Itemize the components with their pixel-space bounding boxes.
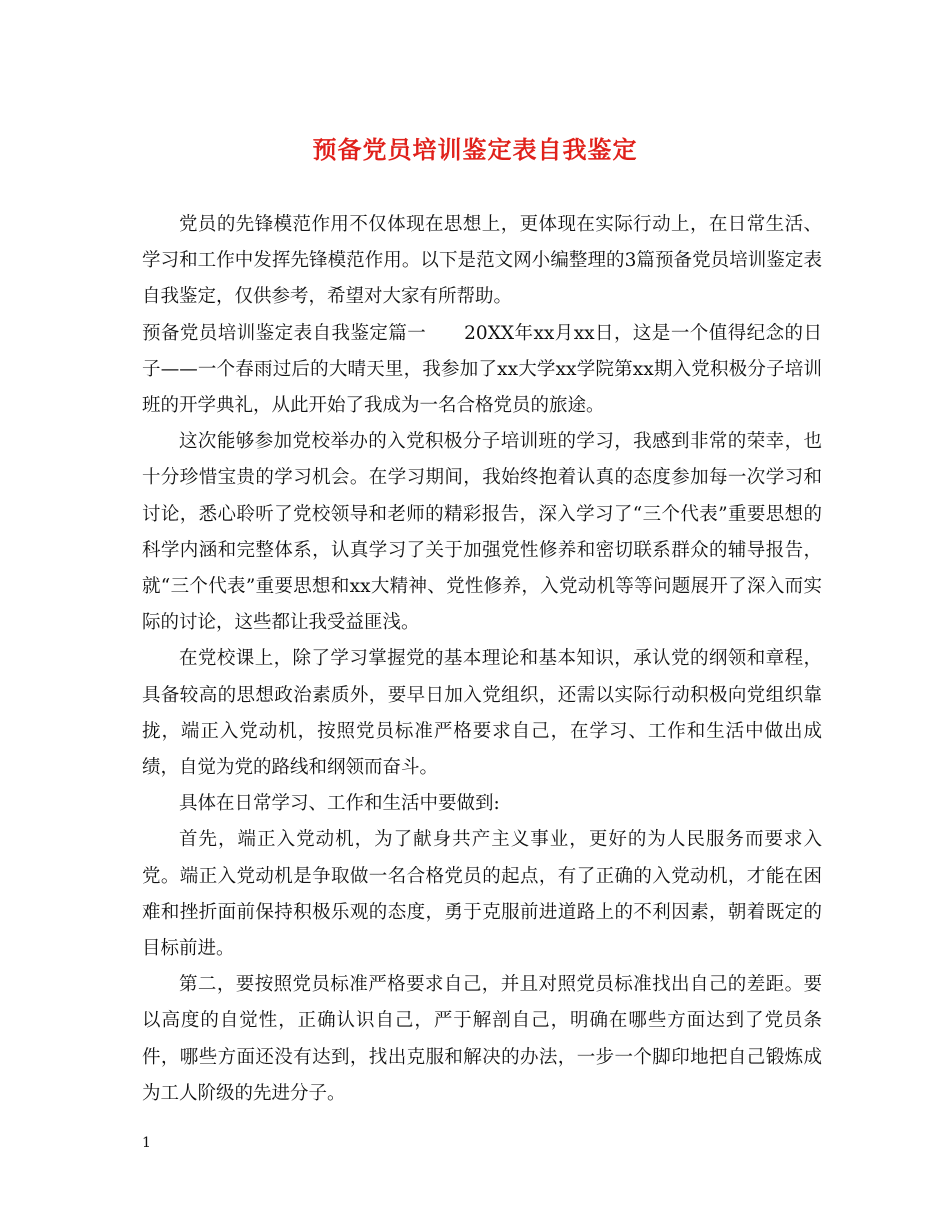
paragraph-study: 这次能够参加党校举办的入党积极分子培训班的学习，我感到非常的荣幸，也十分珍惜宝贵的学习机会。在学习期间，我始终抱着认真的态度参加每一次学习和讨论，悉心聆听了党校领导和老师的精彩报告，深入学习了“三个代表”重要思想的科学内涵和完整体系，认真学习了关于加强党性修养和密切联系群众的辅导报告，就“三个代表”重要思想和xx大精神、党性修养，入党动机等等问题展开了深入而实际的讨论，这些都让我受益匪浅。 — [142, 431, 822, 634]
paragraph-specifics: 具体在日常学习、工作和生活中要做到: — [179, 793, 500, 815]
paragraph-intro: 党员的先锋模范作用不仅体现在思想上，更体现在实际行动上，在日常生活、学习和工作中发挥先锋模范作用。以下是范文网小编整理的3篇预备党员培训鉴定表自我鉴定，仅供参考，希望对大家有所帮助。 — [142, 214, 822, 308]
paragraph-party-school: 在党校课上，除了学习掌握党的基本理论和基本知识，承认党的纲领和章程，具备较高的思想政治素质外，要早日加入党组织，还需以实际行动积极向党组织靠拢，端正入党动机，按照党员标准严格要求自己，在学习、工作和生活中做出成绩，自觉为党的路线和纲领而奋斗。 — [142, 648, 822, 779]
paragraph-part-one: 预备党员培训鉴定表自我鉴定篇一 20XX年xx月xx日，这是一个值得纪念的日子——一个春雨过后的大晴天里，我参加了xx大学xx学院第xx期入党积极分子培训班的开学典礼，从此开始了我成为一名合格党员的旅途。 — [142, 322, 822, 417]
page-number: 1 — [142, 1135, 151, 1151]
paragraph-first: 首先，端正入党动机，为了献身共产主义事业，更好的为人民服务而要求入党。端正入党动机是争取做一名合格党员的起点，有了正确的入党动机，才能在困难和挫折面前保持积极乐观的态度，勇于克服前进道路上的不利因素，朝着既定的目标前进。 — [142, 829, 822, 960]
paragraph-second: 第二，要按照党员标准严格要求自己，并且对照党员标准找出自己的差距。要以高度的自觉性，正确认识自己，严于解剖自己，明确在哪些方面达到了党员条件，哪些方面还没有达到，找出克服和解决的办法，一步一个脚印地把自己锻炼成为工人阶级的先进分子。 — [142, 974, 822, 1104]
document-body — [142, 207, 822, 1112]
document-title: 预备党员培训鉴定表自我鉴定 — [312, 135, 638, 164]
